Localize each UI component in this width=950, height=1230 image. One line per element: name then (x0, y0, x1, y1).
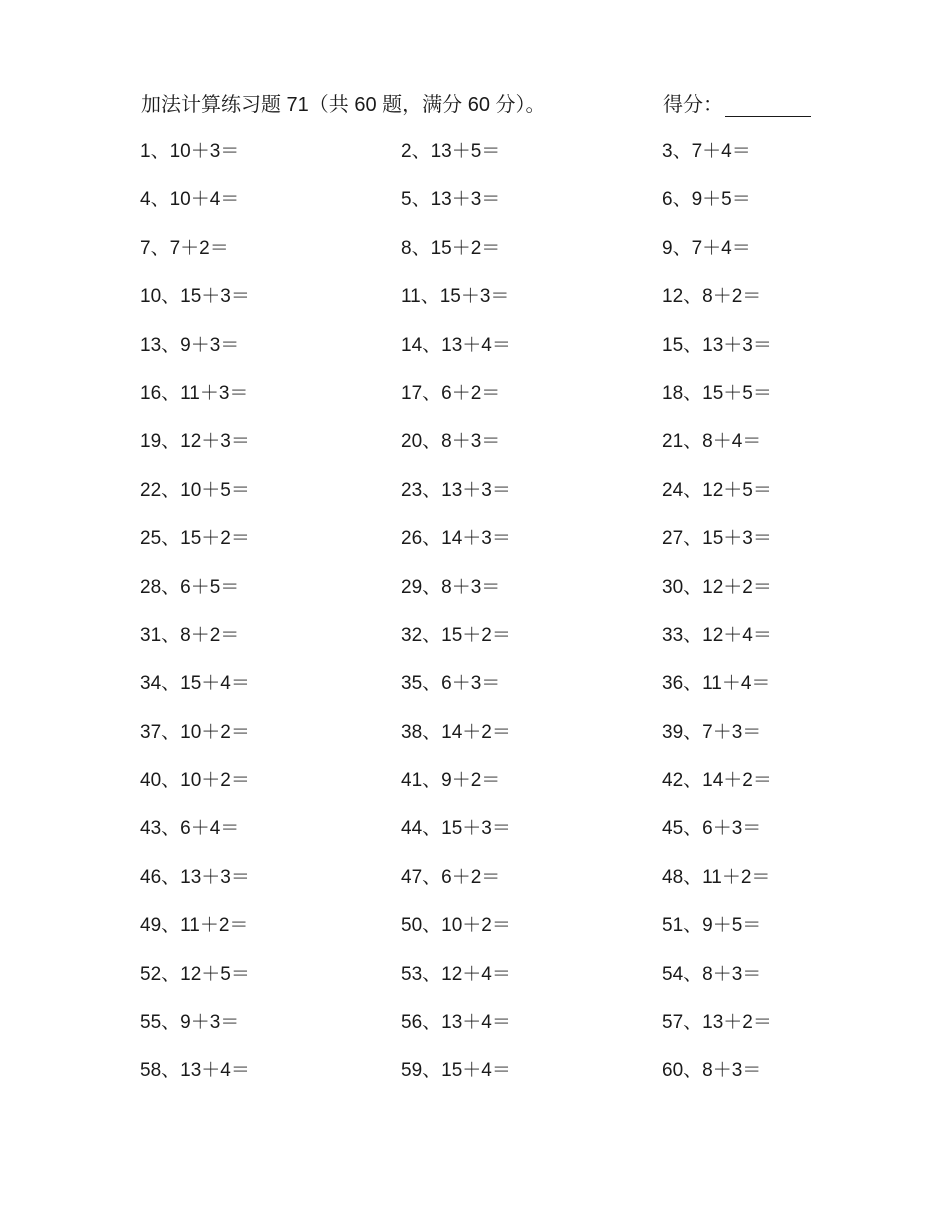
problem-item: 37、10＋2＝ (140, 721, 250, 743)
problem-item: 17、6＋2＝ (401, 382, 501, 404)
problem-item: 3、7＋4＝ (662, 141, 751, 162)
problem-item: 31、8＋2＝ (140, 624, 240, 646)
problem-item: 20、8＋3＝ (401, 431, 501, 453)
problem-item: 44、15＋3＝ (401, 818, 511, 840)
problem-item: 41、9＋2＝ (401, 770, 501, 792)
problem-item: 23、13＋3＝ (401, 479, 511, 501)
problem-item: 7、7＋2＝ (140, 237, 229, 259)
problem-item: 42、14＋2＝ (662, 770, 772, 792)
problem-item: 30、12＋2＝ (662, 576, 772, 598)
problem-item: 32、15＋2＝ (401, 624, 511, 646)
problem-item: 51、9＋5＝ (662, 915, 762, 937)
problem-item: 4、10＋4＝ (140, 189, 240, 211)
problem-item: 21、8＋4＝ (662, 431, 762, 453)
problem-item: 14、13＋4＝ (401, 334, 511, 356)
problem-item: 60、8＋3＝ (662, 1060, 762, 1082)
problem-item: 6、9＋5＝ (662, 189, 751, 211)
problem-item: 58、13＋4＝ (140, 1060, 250, 1082)
problem-item: 40、10＋2＝ (140, 770, 250, 792)
problem-item: 56、13＋4＝ (401, 1012, 511, 1034)
problem-item: 59、15＋4＝ (401, 1060, 511, 1082)
problem-item: 50、10＋2＝ (401, 915, 511, 937)
problem-item: 16、11＋3＝ (140, 382, 249, 404)
problem-item: 57、13＋2＝ (662, 1012, 772, 1034)
problem-item: 1、10＋3＝ (140, 141, 240, 162)
worksheet-title: 加法计算练习题 71（共 60 题，满分 60 分）。 (141, 94, 546, 116)
problem-item: 38、14＋2＝ (401, 721, 511, 743)
problem-item: 46、13＋3＝ (140, 866, 250, 888)
problem-item: 29、8＋3＝ (401, 576, 501, 598)
problem-item: 43、6＋4＝ (140, 818, 240, 840)
score-blank-line[interactable] (725, 94, 811, 117)
problem-item: 52、12＋5＝ (140, 963, 250, 985)
problem-item: 47、6＋2＝ (401, 866, 501, 888)
problem-item: 35、6＋3＝ (401, 673, 501, 695)
problem-item: 18、15＋5＝ (662, 382, 772, 404)
problem-item: 26、14＋3＝ (401, 528, 511, 550)
problem-item: 19、12＋3＝ (140, 431, 250, 453)
problem-item: 22、10＋5＝ (140, 479, 250, 501)
problem-item: 48、11＋2＝ (662, 866, 771, 888)
problem-item: 8、15＋2＝ (401, 237, 501, 259)
problem-item: 39、7＋3＝ (662, 721, 762, 743)
problem-grid (140, 138, 840, 1106)
problem-item: 28、6＋5＝ (140, 576, 240, 598)
problem-item: 2、13＋5＝ (401, 141, 501, 162)
problem-item: 12、8＋2＝ (662, 286, 762, 308)
problem-item: 49、11＋2＝ (140, 915, 249, 937)
problem-item: 27、15＋3＝ (662, 528, 772, 550)
score-field (663, 88, 811, 117)
problem-item: 55、9＋3＝ (140, 1012, 240, 1034)
problem-item: 54、8＋3＝ (662, 963, 762, 985)
problem-item: 45、6＋3＝ (662, 818, 762, 840)
problem-item: 15、13＋3＝ (662, 334, 772, 356)
problem-item: 24、12＋5＝ (662, 479, 772, 501)
problem-item: 13、9＋3＝ (140, 334, 240, 356)
problem-item: 11、15＋3＝ (401, 286, 510, 308)
problem-item: 25、15＋2＝ (140, 528, 250, 550)
problem-item: 53、12＋4＝ (401, 963, 511, 985)
score-label: 得分： (663, 94, 723, 116)
problem-item: 36、11＋4＝ (662, 673, 771, 695)
problem-item: 9、7＋4＝ (662, 237, 751, 259)
problem-item: 33、12＋4＝ (662, 624, 772, 646)
problem-item: 34、15＋4＝ (140, 673, 250, 695)
problem-item: 10、15＋3＝ (140, 286, 250, 308)
problem-item: 5、13＋3＝ (401, 189, 501, 211)
